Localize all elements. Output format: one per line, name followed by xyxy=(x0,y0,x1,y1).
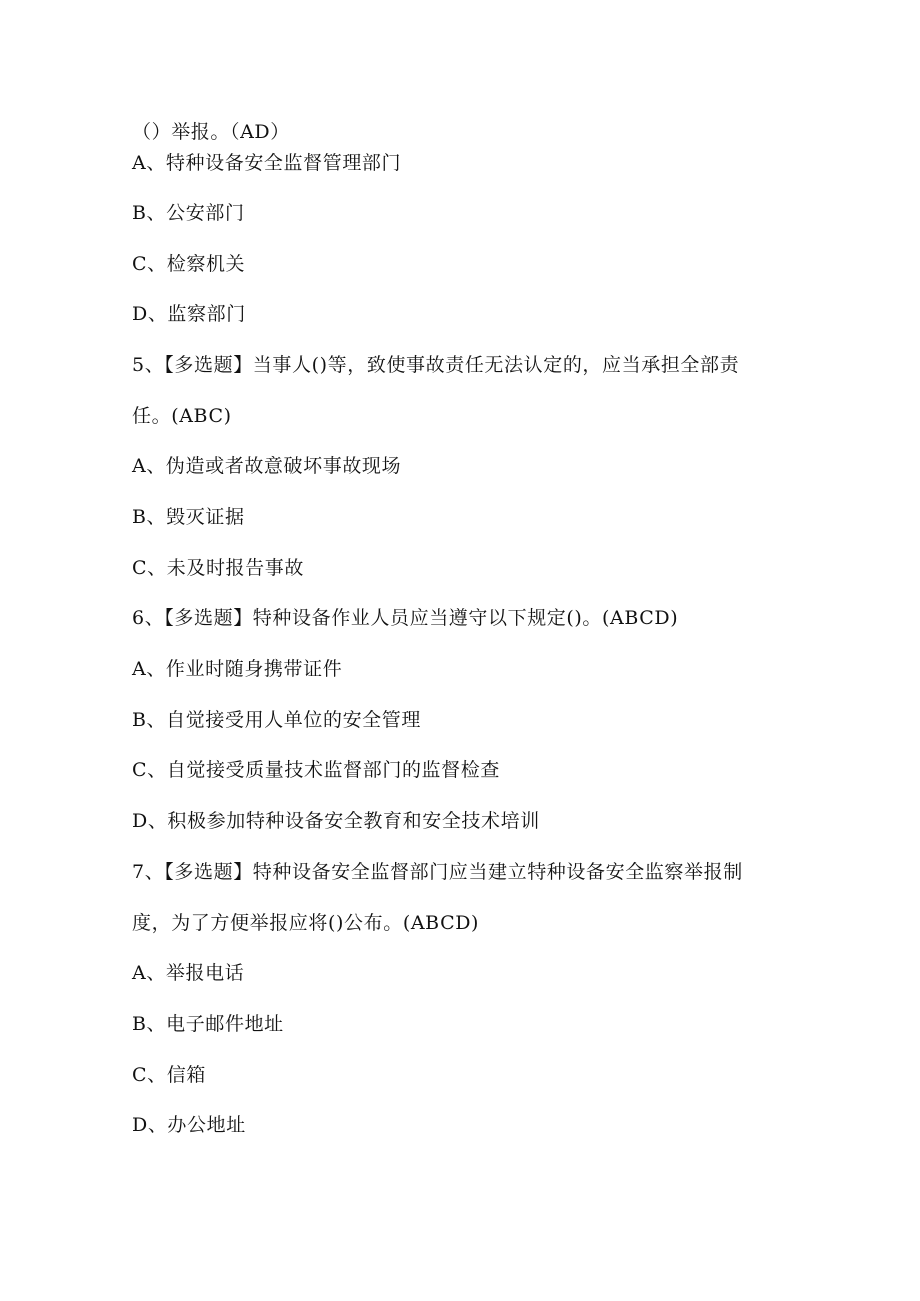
q4-option-a: A、特种设备安全监督管理部门 xyxy=(132,152,402,174)
q6-option-d: D、积极参加特种设备安全教育和安全技术培训 xyxy=(132,810,540,832)
question-5-stem: 5、【多选题】当事人()等，致使事故责任无法认定的，应当承担全部责 xyxy=(132,354,740,376)
q7-option-d: D、办公地址 xyxy=(132,1114,246,1136)
q6-option-a: A、作业时随身携带证件 xyxy=(132,658,343,680)
q5-option-c: C、未及时报告事故 xyxy=(132,557,304,579)
question-5-stem-continuation: 任。(ABC) xyxy=(132,405,232,427)
question-7-stem: 7、【多选题】特种设备安全监督部门应当建立特种设备安全监察举报制 xyxy=(132,861,743,883)
q5-option-a: A、伪造或者故意破坏事故现场 xyxy=(132,455,402,477)
q4-option-b: B、公安部门 xyxy=(132,202,245,224)
q6-option-b: B、自觉接受用人单位的安全管理 xyxy=(132,709,421,731)
question-6-stem: 6、【多选题】特种设备作业人员应当遵守以下规定()。(ABCD) xyxy=(132,607,679,629)
question-4-continuation: （）举报。（AD） xyxy=(132,121,290,143)
q7-option-c: C、信箱 xyxy=(132,1064,206,1086)
question-7-stem-continuation: 度，为了方便举报应将()公布。(ABCD) xyxy=(132,912,480,934)
q6-option-c: C、自觉接受质量技术监督部门的监督检查 xyxy=(132,759,500,781)
q5-option-b: B、毁灭证据 xyxy=(132,506,245,528)
q4-option-d: D、监察部门 xyxy=(132,303,246,325)
q7-option-b: B、电子邮件地址 xyxy=(132,1013,284,1035)
q4-option-c: C、检察机关 xyxy=(132,253,246,275)
q7-option-a: A、举报电话 xyxy=(132,962,245,984)
